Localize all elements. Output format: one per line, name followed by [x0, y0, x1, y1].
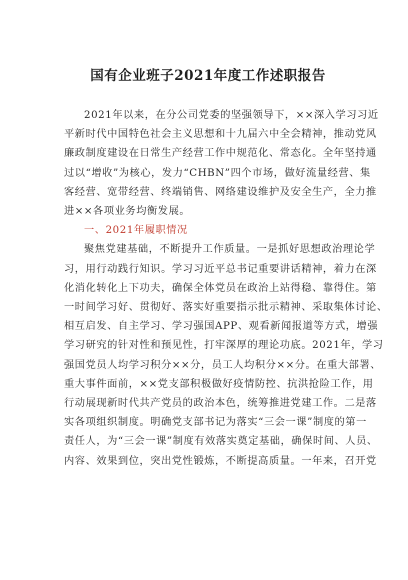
- paragraph-line: 相互启发、自主学习、学习强国APP、观看新闻报道等方式，增强: [64, 321, 379, 333]
- paragraph-line: 平新时代中国特色社会主义思想和十九届六中全会精神，推动党风: [64, 129, 377, 141]
- paragraph-line: 过以“增收”为核心，发力“CHBN”四个市场，做好流量经营、集: [64, 167, 371, 179]
- paragraph-line: 廉政制度建设在日常生产经营工作中规范化、常态化。全年坚持通: [64, 148, 377, 160]
- paragraph-line: 学习研究的针对性和预见性，打牢深厚的理论功底。2021年，学习: [64, 340, 384, 352]
- paragraph-line: 行动展现新时代共产党员的政治本色，统筹推进党建工作。二是落: [64, 398, 377, 410]
- paragraph-line: 内容、效果到位，突出党性锻炼，不断提高质量。一年来，召开党: [64, 455, 377, 467]
- paragraph-line: 聚焦党建基础，不断提升工作质量。一是抓好思想政治理论学: [84, 244, 376, 256]
- paragraph-line: 习，用行动践行知识。学习习近平总书记重要讲话精神，着力在深: [64, 263, 377, 275]
- body-paragraph: [64, 240, 388, 470]
- document-title: 国有企业班子2021年度工作述职报告: [90, 68, 326, 84]
- paragraph-line: 客经营、宽带经营、终端销售、网络建设维护及安全生产，全力推: [64, 186, 377, 198]
- paragraph-line: 重大事件面前，××党支部积极做好疫情防控、抗洪抢险工作，用: [64, 378, 374, 390]
- paragraph-line: 实各项组织制度。明确党支部书记为落实“三会一课”制度的第一: [64, 417, 367, 429]
- section-heading: 一、2021年履职情况: [84, 225, 188, 237]
- paragraph-line: 化消化转化上下功夫，确保全体党员在政治上站得稳、靠得住。第: [64, 282, 377, 294]
- paragraph-line: 强国党员人均学习积分××分，员工人均积分××分。在重大部署、: [64, 359, 382, 371]
- paragraph-line: 一时间学习好、贯彻好、落实好重要指示批示精神、采取集体讨论、: [64, 302, 388, 314]
- intro-paragraph: [64, 106, 379, 221]
- paragraph-line: 进××各项业务均衡发展。: [64, 206, 191, 218]
- paragraph-line: 责任人，为“三会一课”制度有效落实奠定基础，确保时间、人员、: [64, 436, 378, 448]
- paragraph-line: 2021年以来，在分公司党委的坚强领导下，××深入学习习近: [84, 110, 379, 121]
